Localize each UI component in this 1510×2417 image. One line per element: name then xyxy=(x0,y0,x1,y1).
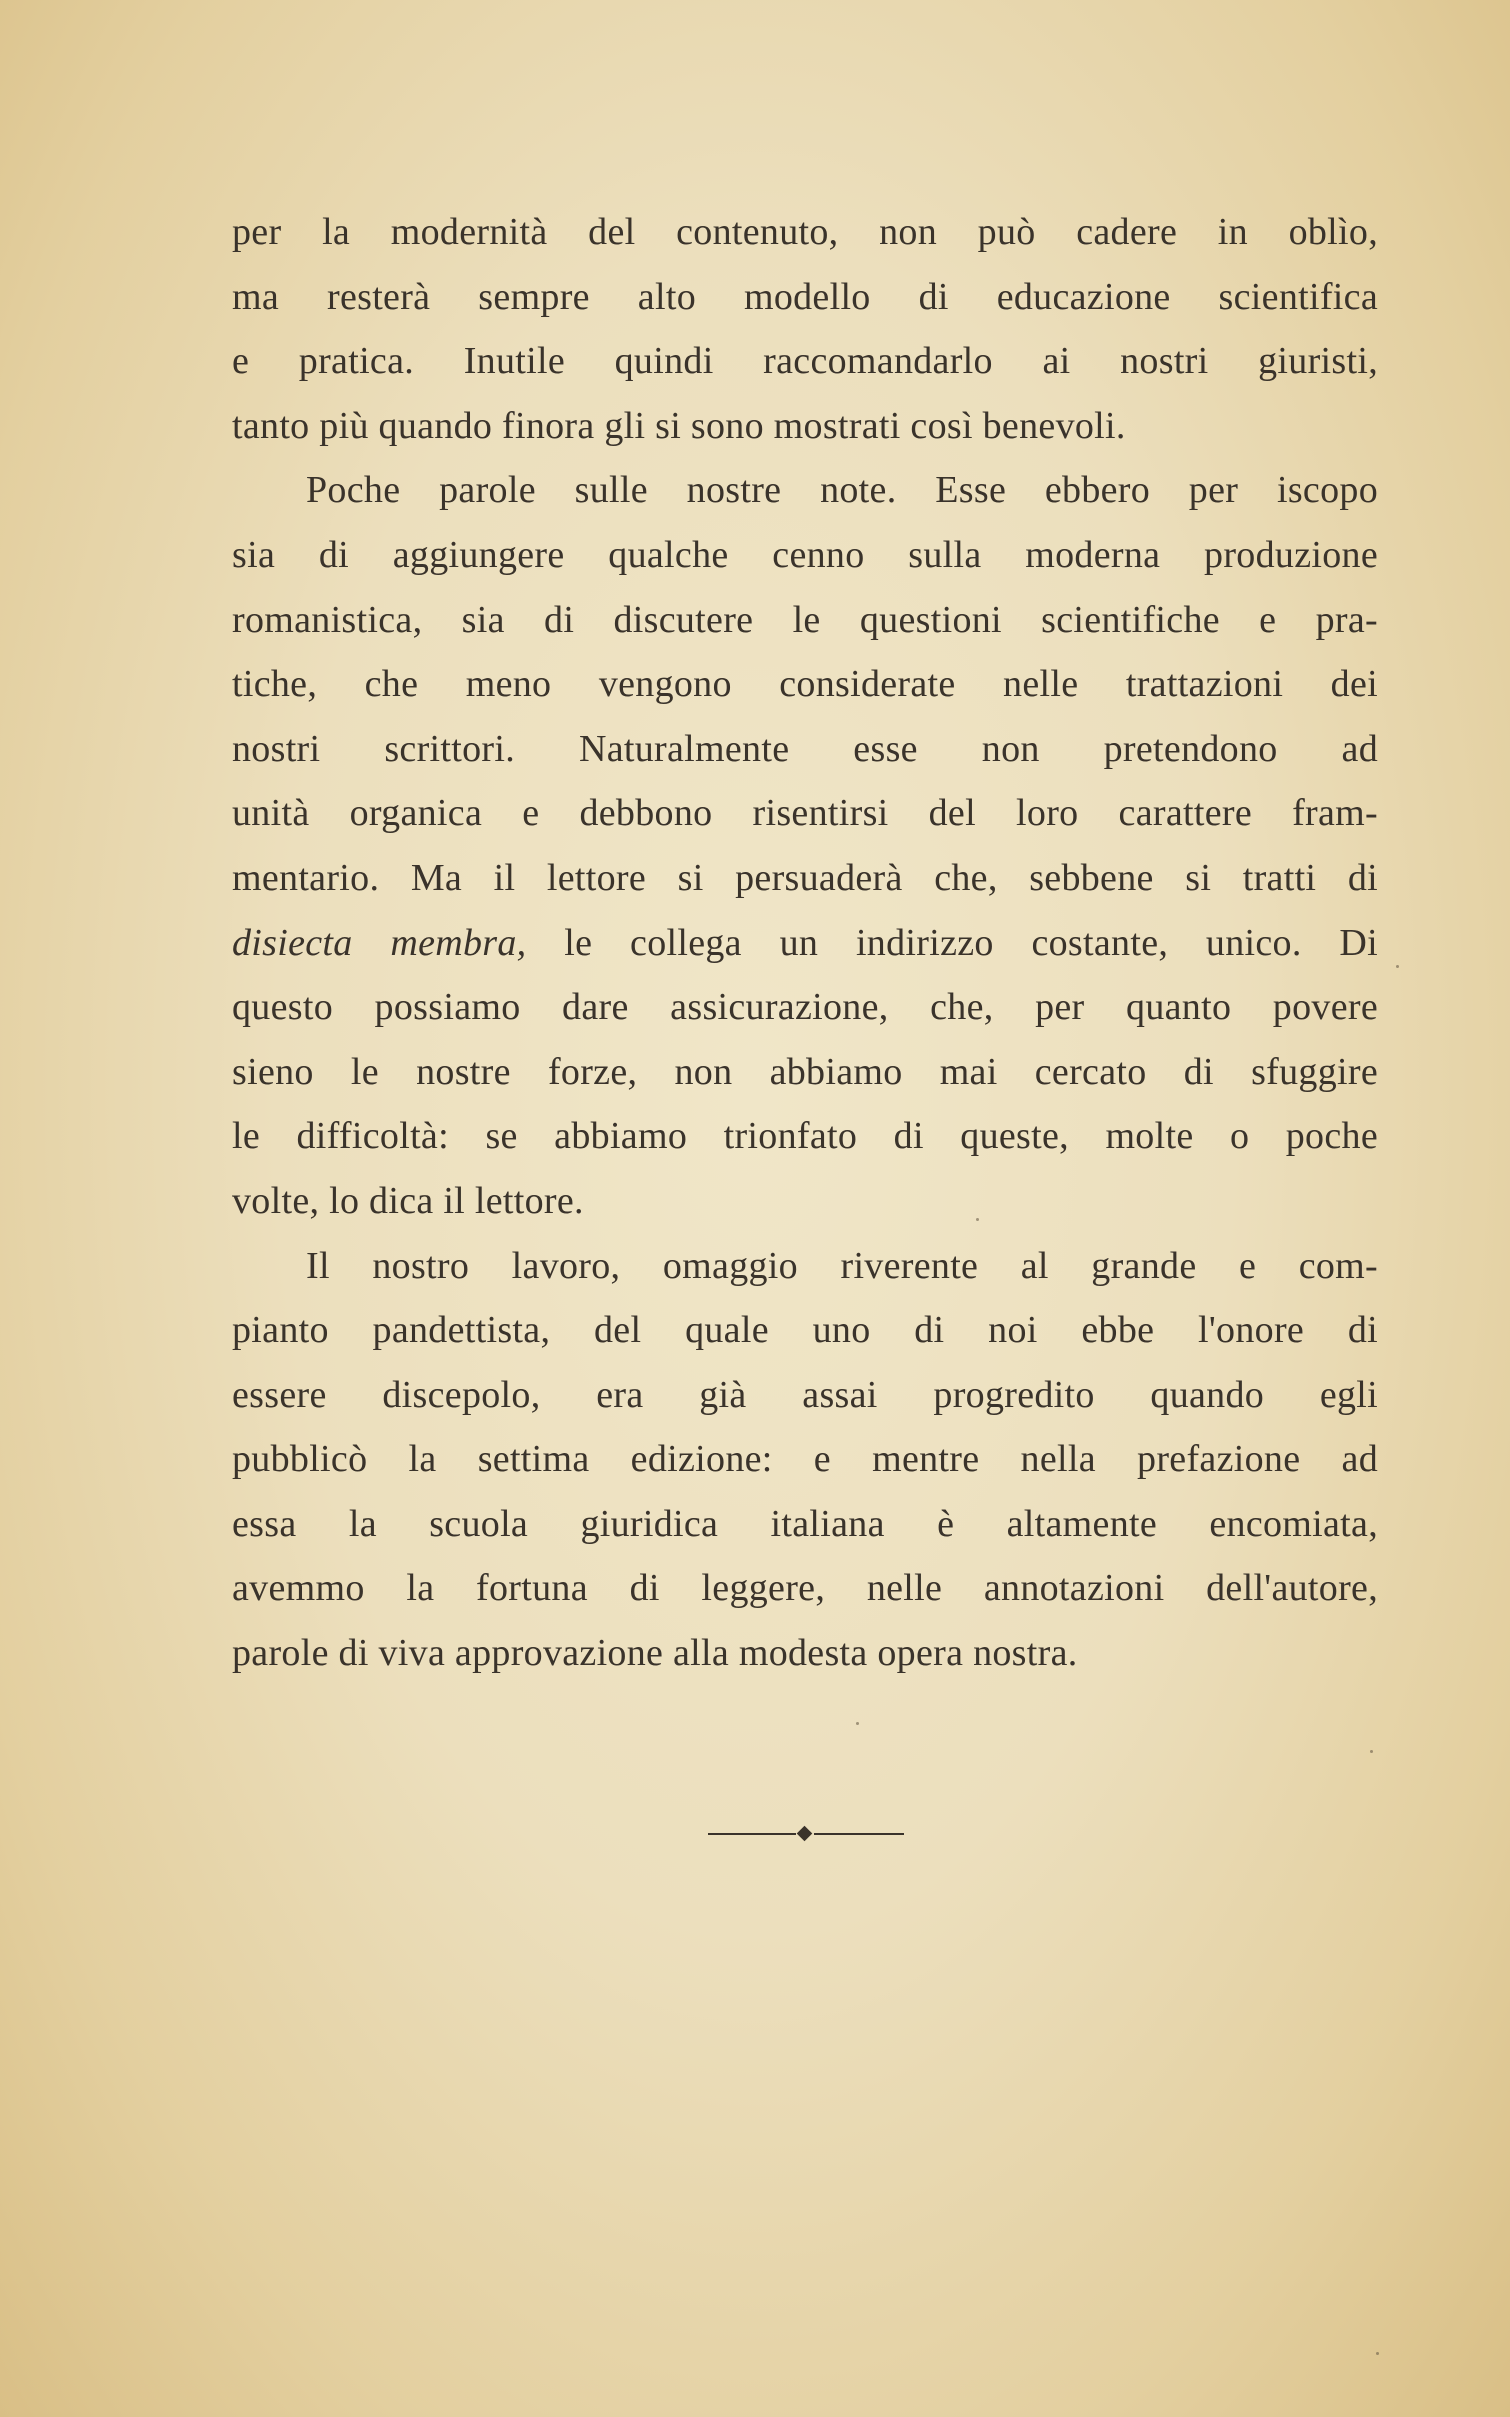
text-line: parole di viva approvazione alla modesta opera nostra. xyxy=(232,1632,1078,1675)
text-line: unità organica e debbono risentirsi del loro carattere fram- xyxy=(232,792,1378,835)
body-text xyxy=(232,200,1378,1686)
text-line: mentario. Ma il lettore si persuaderà che, sebbene si tratti di xyxy=(232,856,1378,899)
text-line: nostri scrittori. Naturalmente esse non pretendono ad xyxy=(232,727,1378,770)
text-line: tanto più quando finora gli si sono mostrati così benevoli. xyxy=(232,404,1126,447)
text-line: essere discepolo, era già assai progredito quando egli xyxy=(232,1373,1378,1416)
text-line: questo possiamo dare assicurazione, che, per quanto povere xyxy=(232,986,1378,1029)
text-line: tiche, che meno vengono considerate nelle trattazioni dei xyxy=(232,663,1378,706)
text-line: per la modernità del contenuto, non può cadere in oblìo, xyxy=(232,211,1378,253)
text-line: avemmo la fortuna di leggere, nelle annotazioni dell'autore, xyxy=(232,1567,1378,1610)
text-line: Il nostro lavoro, omaggio riverente al grande e com- xyxy=(306,1244,1378,1287)
text-line: le difficoltà: se abbiamo trionfato di queste, molte o poche xyxy=(232,1115,1378,1158)
text-line: sieno le nostre forze, non abbiamo mai cercato di sfuggire xyxy=(232,1050,1378,1093)
text-line: e pratica. Inutile quindi raccomandarlo ai nostri giuristi, xyxy=(232,340,1378,383)
text-line: sia di aggiungere qualche cenno sulla moderna produzione xyxy=(232,533,1378,576)
text-line-with-italic xyxy=(232,911,1378,976)
paper-speck xyxy=(1370,1750,1373,1753)
italic-phrase: disiecta membra, xyxy=(232,921,527,964)
text-line: pianto pandettista, del quale uno di noi ebbe l'onore di xyxy=(232,1309,1378,1352)
text-line: essa la scuola giuridica italiana è altamente encomiata, xyxy=(232,1502,1378,1545)
text-line: romanistica, sia di discutere le questioni scientifiche e pra- xyxy=(232,598,1378,641)
ornament-line-left xyxy=(708,1833,796,1835)
text-line: ma resterà sempre alto modello di educazione scientifica xyxy=(232,275,1378,318)
ornament-diamond-icon xyxy=(797,1826,813,1842)
text-line: Poche parole sulle nostre note. Esse ebbero per iscopo xyxy=(306,469,1378,512)
text-line: pubblicò la settima edizione: e mentre nella prefazione ad xyxy=(232,1438,1378,1481)
paper-speck xyxy=(856,1722,859,1725)
end-ornament-divider xyxy=(708,1822,904,1846)
text-line-tail: le collega un indirizzo costante, unico. Di xyxy=(526,921,1378,964)
paper-speck xyxy=(976,1218,979,1221)
ornament-line-right xyxy=(814,1833,904,1835)
paper-speck xyxy=(1396,965,1399,968)
text-line: volte, lo dica il lettore. xyxy=(232,1179,584,1222)
paper-speck xyxy=(1376,2352,1379,2355)
